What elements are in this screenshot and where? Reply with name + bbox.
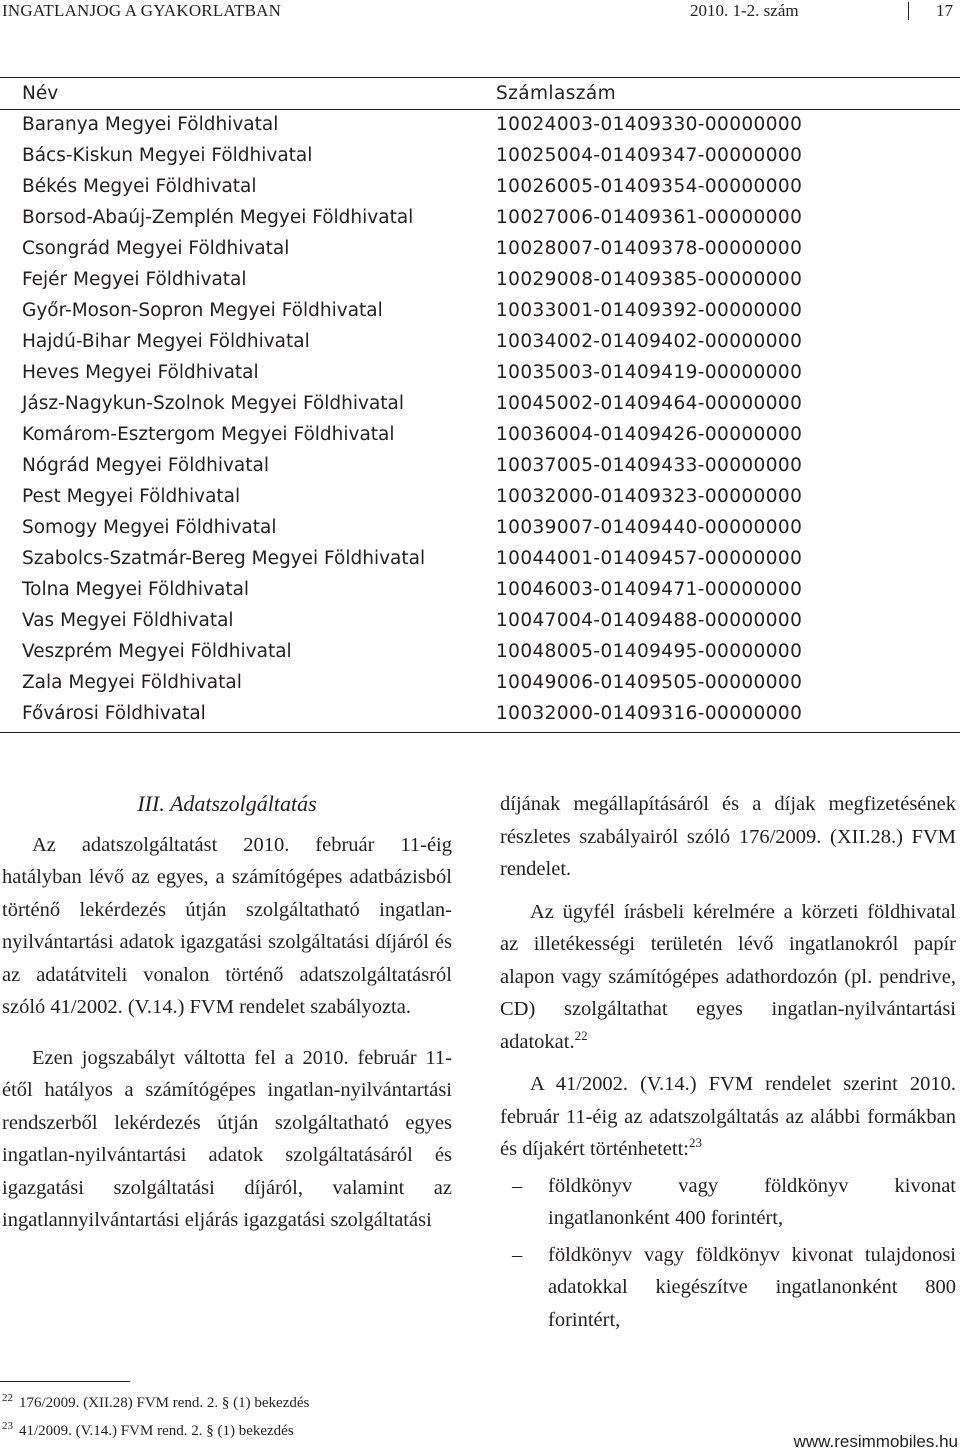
table-row: [0, 202, 960, 233]
office-name: Bács-Kiskun Megyei Földhivatal: [22, 145, 313, 166]
office-name: Tolna Megyei Földhivatal: [22, 579, 250, 600]
column-header-name: Név: [0, 78, 490, 109]
table-bottom-rule: [0, 732, 960, 733]
office-name: Csongrád Megyei Földhivatal: [22, 238, 290, 259]
paragraph: Az adatszolgáltatást 2010. február 11-éig hatályban lévő az egyes, a számítógépes adatbázisból történő lekérdezés útján szolgáltatható ingatlan-nyilvántartási adatok igazgatási szolgáltatási díjáról és az adatátviteli vonalon történő adatszolgáltatásról szóló 41/2002. (V.14.) FVM rendelet szabályozta.: [2, 833, 452, 1018]
footnote-rule: [0, 1381, 130, 1382]
table-row: [0, 605, 960, 636]
table-row: [0, 388, 960, 419]
list-item: [500, 1239, 956, 1337]
office-name: Hajdú-Bihar Megyei Földhivatal: [22, 331, 310, 352]
office-name: Vas Megyei Földhivatal: [22, 610, 234, 631]
list-item: [500, 1170, 956, 1235]
account-number: 10035003-01409419-00000000: [496, 362, 803, 383]
table-row: [0, 419, 960, 450]
account-number: 10028007-01409378-00000000: [496, 238, 803, 259]
table-row: [0, 698, 960, 729]
office-name: Fejér Megyei Földhivatal: [22, 269, 247, 290]
website-link[interactable]: www.resimmobiles.hu: [793, 1432, 958, 1451]
table-row: [0, 171, 960, 202]
paragraph-text: Az ügyfél írásbeli kérelmére a körzeti földhivatal az illetékességi területén lévő ingatlanokról papír alapon vagy számítógépes adathordozón (pl. pendrive, CD) szolgáltathat egyes ingatlan-nyilvántartási adatokat.: [500, 900, 956, 1053]
table-row: [0, 636, 960, 667]
footnote: [2, 1392, 310, 1412]
journal-title: INGATLANJOG A GYAKORLATBAN: [2, 1, 282, 20]
office-name: Nógrád Megyei Földhivatal: [22, 455, 269, 476]
office-name: Jász-Nagykun-Szolnok Megyei Földhivatal: [22, 393, 405, 414]
table-row: [0, 140, 960, 171]
footnote: [2, 1420, 294, 1440]
office-name: Pest Megyei Földhivatal: [22, 486, 241, 507]
list-item-text: földkönyv vagy földkönyv kivonat tulajdonosi adatokkal kiegészítve ingatlanonként 800 forintért,: [548, 1243, 956, 1331]
office-name: Békés Megyei Földhivatal: [22, 176, 257, 197]
dash-bullet: –: [512, 1174, 523, 1197]
office-name: Heves Megyei Földhivatal: [22, 362, 259, 383]
paragraph-continued: díjának megállapításáról és a díjak megfizetésének részletes szabályairól szóló 176/2009. (XII.28.) FVM rendelet.: [500, 793, 956, 880]
office-name: Fővárosi Földhivatal: [22, 703, 206, 724]
account-number: 10049006-01409505-00000000: [496, 672, 803, 693]
table-header-row: [0, 78, 960, 109]
left-column: [2, 788, 452, 1237]
account-number: 10044001-01409457-00000000: [496, 548, 803, 569]
office-name: Somogy Megyei Földhivatal: [22, 517, 277, 538]
account-number: 10026005-01409354-00000000: [496, 176, 803, 197]
table-row: [0, 233, 960, 264]
footnote-text: 176/2009. (XII.28) FVM rend. 2. § (1) bekezdés: [19, 1395, 310, 1411]
footnote-ref[interactable]: 22: [574, 1027, 588, 1043]
table-row: [0, 481, 960, 512]
page-number: 17: [936, 1, 953, 20]
footnote-ref[interactable]: 23: [688, 1135, 702, 1150]
office-name: Győr-Moson-Sopron Megyei Földhivatal: [22, 300, 383, 321]
table-row: [0, 326, 960, 357]
office-name: Borsod-Abaúj-Zemplén Megyei Földhivatal: [22, 207, 414, 228]
account-number: 10045002-01409464-00000000: [496, 393, 803, 414]
account-number: 10037005-01409433-00000000: [496, 455, 803, 476]
table-row: [0, 543, 960, 574]
account-number: 10032000-01409323-00000000: [496, 486, 803, 507]
dash-bullet: –: [512, 1243, 523, 1266]
account-number: 10033001-01409392-00000000: [496, 300, 803, 321]
table-row: [0, 295, 960, 326]
footnote-number: 22: [2, 1392, 13, 1404]
office-name: Szabolcs-Szatmár-Bereg Megyei Földhivatal: [22, 548, 426, 569]
account-number: 10048005-01409495-00000000: [496, 641, 803, 662]
account-number: 10046003-01409471-00000000: [496, 579, 803, 600]
table-row: [0, 357, 960, 388]
table-row: [0, 574, 960, 605]
account-number: 10039007-01409440-00000000: [496, 517, 803, 538]
office-name: Zala Megyei Földhivatal: [22, 672, 242, 693]
account-number: 10032000-01409316-00000000: [496, 703, 803, 724]
account-number: 10025004-01409347-00000000: [496, 145, 803, 166]
paragraph-text: A 41/2002. (V.14.) FVM rendelet szerint 2010. február 11-éig az adatszolgáltatás az alábbi formákban és díjakért történhetett:: [500, 1073, 956, 1160]
account-number: 10024003-01409330-00000000: [496, 114, 803, 136]
paragraph: [500, 896, 956, 1059]
account-number: 10027006-01409361-00000000: [496, 207, 803, 228]
paragraph: Ezen jogszabályt váltotta fel a 2010. február 11-étől hatályos a számítógépes ingatlan-nyilvántartási rendszerből lekérdezés útján szolgáltatható egyes ingatlan-nyilvántartási adatok szolgáltatásáról és igazgatási szolgáltatási díjáról, valamint az ingatlannyilvántartási eljárás igazgatási szolgáltatási: [2, 1046, 452, 1231]
table-row: [0, 512, 960, 543]
office-name: Komárom-Esztergom Megyei Földhivatal: [22, 424, 395, 445]
page-header: [0, 0, 960, 26]
paragraph: [500, 1068, 956, 1166]
table-row: [0, 667, 960, 698]
issue-label: 2010. 1-2. szám: [690, 1, 799, 20]
table-row: [0, 450, 960, 481]
account-number: 10034002-01409402-00000000: [496, 331, 803, 352]
account-table: [0, 78, 960, 729]
account-number: 10036004-01409426-00000000: [496, 424, 803, 445]
office-name: Veszprém Megyei Földhivatal: [22, 641, 292, 662]
table-row: [0, 109, 960, 140]
column-header-account: Számlaszám: [490, 78, 960, 109]
account-number: 10029008-01409385-00000000: [496, 269, 803, 290]
office-name: Baranya Megyei Földhivatal: [22, 114, 279, 136]
footnote-number: 23: [2, 1420, 13, 1432]
header-divider: [908, 2, 909, 20]
list-item-text: földkönyv vagy földkönyv kivonat ingatlanonként 400 forintért,: [548, 1174, 956, 1229]
footnote-text: 41/2009. (V.14.) FVM rend. 2. § (1) bekezdés: [19, 1423, 294, 1439]
table-row: [0, 264, 960, 295]
section-title: III. Adatszolgáltatás: [137, 791, 317, 816]
account-number: 10047004-01409488-00000000: [496, 610, 803, 631]
right-column: [500, 788, 956, 1336]
